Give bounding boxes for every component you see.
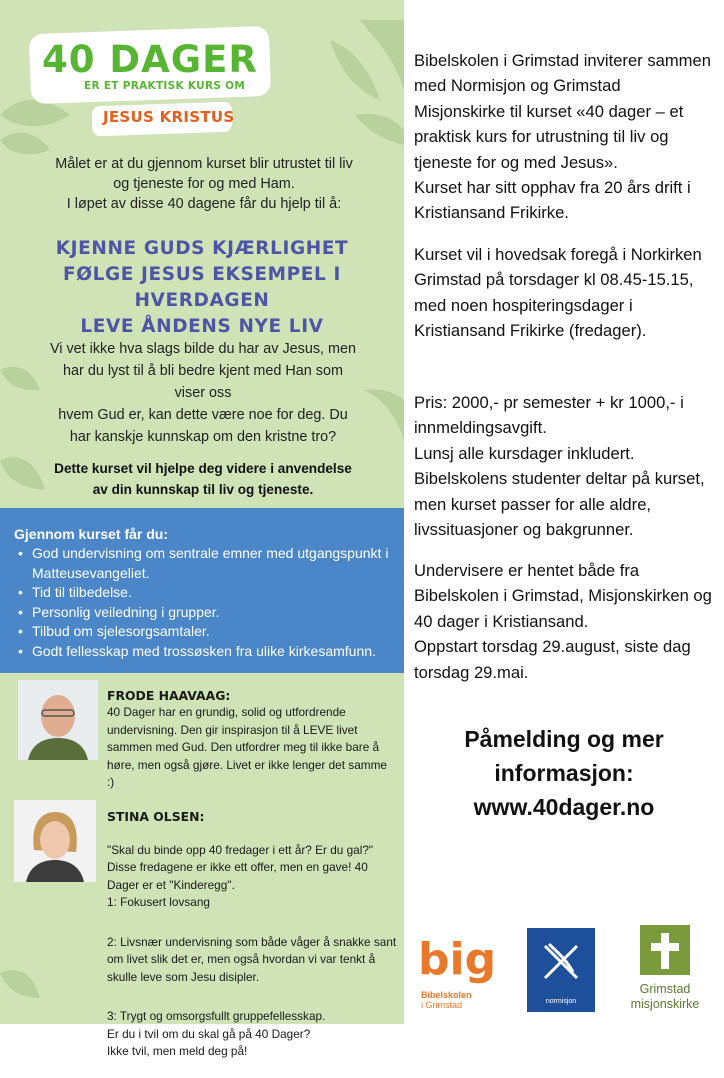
help-text	[22, 458, 384, 500]
testimonial-text	[107, 824, 397, 1078]
body-paragraph: Pris: 2000,- pr semester + kr 1000,- i innmeldingsavgift. Lunsj alle kursdager inkludert. Bibelskolens studenter deltar på kurset, men kurset passer for alle aldre, livssituasjoner og bakgrunner.	[414, 393, 705, 540]
teachers-paragraph	[414, 540, 716, 703]
goal-item: KJENNE GUDS KJÆRLIGHET	[55, 238, 349, 259]
testimonial-paragraph: 3: Trygt og omsorgsfullt gruppefellesskap. Er du i tvil om du skal gå på 40 Dager? Ikke tvil, men meld deg på!	[107, 1008, 326, 1059]
intro-line: I løpet av disse 40 dagene får du hjelp til å:	[66, 196, 342, 212]
signup-callout	[404, 722, 724, 824]
sponsor-name: Bibelskolen	[421, 990, 472, 1000]
list-item: • Personlig veiledning i grupper.	[14, 603, 398, 623]
help-line: av din kunnskap til liv og tjeneste.	[92, 482, 314, 497]
help-line: Dette kurset vil hjelpe deg videre i anvendelse	[54, 461, 352, 476]
question-line: har du lyst til å bli bedre kjent med Han som	[63, 363, 343, 379]
benefits-list	[14, 544, 398, 661]
list-item: • Tilbud om sjelesorgsamtaler.	[14, 622, 398, 642]
testimonial-paragraph: "Skal du binde opp 40 fredager i ett år? Er du gal?" Disse fredagene er ikke ett offer, men en gave! 40 Dager er et "Kinderegg". 1: Fokusert lovsang	[107, 842, 374, 910]
sponsor-line: Grimstad	[639, 982, 691, 996]
body-paragraph: Bibelskolen i Grimstad inviterer sammen med Normisjon og Grimstad Misjonskirke til kurset «40 dager – et praktisk kurs for utrustning til liv og tjeneste for og med Jesus». Kurset har sitt opphav fra 20 års drift i Kristiansand Frikirke.	[414, 51, 711, 223]
logo-subtitle: ER ET PRAKTISK KURS OM	[84, 80, 246, 92]
intro-line: Målet er at du gjennom kurset blir utrustet til liv	[55, 156, 353, 172]
schedule-paragraph	[414, 242, 716, 344]
list-item: • Tid til tilbedelse.	[14, 583, 398, 603]
body-paragraph: Kurset vil i hovedsak foregå i Norkirken Grimstad på torsdager kl 08.45-15.15, med noen hospiteringsdager i Kristiansand Frikirke (fredager).	[414, 245, 702, 341]
intro-text	[18, 154, 390, 214]
big-logo-icon	[416, 928, 500, 988]
question-line: har kanskje kunnskap om den kristne tro?	[69, 429, 337, 445]
big-logo-text	[421, 990, 472, 1010]
testimonial-paragraph: 2: Livsnær undervisning som både våger å snakke sant om livet slik det er, men også hvordan vi var tenkt å skulle leve som Jesu disipler.	[107, 934, 397, 984]
goal-item: LEVE ÅNDENS NYE LIV	[80, 316, 324, 337]
big-logo-mark: big	[418, 934, 497, 985]
website-link[interactable]: www.40dager.no	[473, 794, 655, 820]
cta-line: informasjon:	[494, 760, 634, 786]
cta-line: Påmelding og mer	[464, 726, 664, 752]
list-item: • Godt fellesskap med trossøsken fra ulike kirkesamfunn.	[14, 642, 398, 662]
list-item: • God undervisning om sentrale emner med utgangspunkt i Matteusevangeliet.	[14, 544, 398, 583]
sponsor-line: misjonskirke	[630, 997, 700, 1011]
avatar	[18, 680, 98, 760]
person-photo-icon	[14, 800, 96, 882]
benefits-title: Gjennom kurset får du:	[14, 526, 169, 542]
body-paragraph: Undervisere er hentet både fra Bibelskolen i Grimstad, Misjonskirken og 40 dager i Kristiansand. Oppstart torsdag 29.august, siste dag torsdag 29.mai.	[414, 561, 712, 682]
normisjon-cross-icon	[527, 928, 595, 998]
logo-title: 40 DAGER	[42, 38, 258, 81]
goals-list	[0, 236, 404, 340]
question-text	[22, 338, 384, 448]
grimstad-cross-icon	[640, 925, 690, 979]
testimonial-text	[107, 704, 397, 792]
price-paragraph	[414, 372, 716, 560]
question-line: hvem Gud er, kan dette være noe for deg. Du	[58, 407, 348, 423]
logo-highlight: JESUS KRISTUS	[103, 108, 235, 126]
question-line: Vi vet ikke hva slags bilde du har av Jesus, men	[49, 341, 357, 357]
testimonial-name: FRODE HAAVAAG:	[107, 688, 231, 703]
avatar	[14, 800, 96, 882]
sponsor-place: i Grimstad	[421, 1000, 463, 1010]
goal-item: FØLGE JESUS EKSEMPEL I HVERDAGEN	[63, 264, 341, 311]
question-line: viser oss	[174, 385, 232, 401]
intro-line: og tjeneste for og med Ham.	[113, 176, 295, 192]
benefits-panel	[0, 508, 404, 673]
testimonial-name: STINA OLSEN:	[107, 809, 205, 824]
testimonial-paragraph: 40 Dager har en grundig, solid og utfordrende undervisning. Den gir inspirasjon til å LEVE livet sammen med Gud. Den utfordrer meg til ikke bare å høre, men også gjøre. Livet er ikke lenger det samme :)	[107, 705, 387, 790]
normisjon-label: normisjon	[545, 998, 577, 1005]
grimstad-label	[620, 982, 710, 1012]
intro-paragraph	[414, 30, 716, 244]
person-photo-icon	[18, 680, 98, 760]
